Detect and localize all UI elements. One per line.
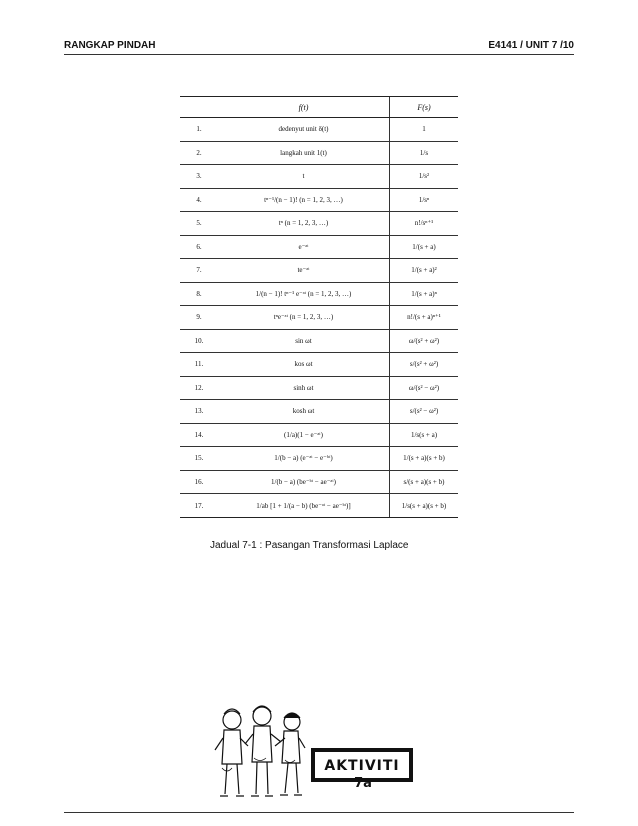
row-number: 5. bbox=[180, 212, 218, 236]
row-time-function: 1/(b − a) (e⁻ᵃᵗ − e⁻ᵇᵗ) bbox=[218, 447, 390, 471]
row-number: 12. bbox=[180, 376, 218, 400]
row-number: 9. bbox=[180, 306, 218, 330]
table-row bbox=[180, 235, 458, 259]
row-time-function: sin ωt bbox=[218, 329, 390, 353]
row-laplace-transform: s/(s² + ω²) bbox=[390, 353, 459, 377]
row-number: 1. bbox=[180, 118, 218, 142]
row-time-function: t bbox=[218, 165, 390, 189]
row-laplace-transform: 1/s² bbox=[390, 165, 459, 189]
activity-label: AKTIVITI bbox=[324, 758, 400, 774]
table-body bbox=[180, 118, 458, 518]
table-row bbox=[180, 353, 458, 377]
row-number: 3. bbox=[180, 165, 218, 189]
table-row bbox=[180, 494, 458, 518]
row-laplace-transform: 1/(s + a)² bbox=[390, 259, 459, 283]
table-row bbox=[180, 447, 458, 471]
row-time-function: e⁻ᵃᵗ bbox=[218, 235, 390, 259]
header-unit-ref: E4141 / UNIT 7 /10 bbox=[488, 40, 574, 51]
table-row bbox=[180, 188, 458, 212]
row-laplace-transform: ω/(s² − ω²) bbox=[390, 376, 459, 400]
row-laplace-transform: 1/s bbox=[390, 141, 459, 165]
row-time-function: tⁿ (n = 1, 2, 3, …) bbox=[218, 212, 390, 236]
laplace-table bbox=[180, 96, 458, 518]
row-number: 17. bbox=[180, 494, 218, 518]
row-time-function: (1/a)(1 − e⁻ᵃᵗ) bbox=[218, 423, 390, 447]
activity-number: 7a bbox=[354, 776, 372, 791]
row-laplace-transform: n!/sⁿ⁺¹ bbox=[390, 212, 459, 236]
row-number: 16. bbox=[180, 470, 218, 494]
row-time-function: dedenyut unit δ(t) bbox=[218, 118, 390, 142]
row-time-function: langkah unit 1(t) bbox=[218, 141, 390, 165]
row-number: 13. bbox=[180, 400, 218, 424]
row-laplace-transform: s/(s + a)(s + b) bbox=[390, 470, 459, 494]
row-laplace-transform: 1 bbox=[390, 118, 459, 142]
children-illustration bbox=[212, 698, 312, 810]
page-header bbox=[64, 40, 574, 54]
header-F-of-s: F(s) bbox=[390, 97, 459, 118]
row-number: 8. bbox=[180, 282, 218, 306]
row-time-function: kosh ωt bbox=[218, 400, 390, 424]
table-row bbox=[180, 470, 458, 494]
table-caption: Jadual 7-1 : Pasangan Transformasi Laplace bbox=[210, 540, 409, 551]
row-number: 4. bbox=[180, 188, 218, 212]
row-number: 11. bbox=[180, 353, 218, 377]
table-row bbox=[180, 282, 458, 306]
row-number: 6. bbox=[180, 235, 218, 259]
header-number bbox=[180, 97, 218, 118]
row-time-function: sinh ωt bbox=[218, 376, 390, 400]
row-number: 15. bbox=[180, 447, 218, 471]
table-header-row bbox=[180, 97, 458, 118]
row-number: 2. bbox=[180, 141, 218, 165]
row-laplace-transform: n!/(s + a)ⁿ⁺¹ bbox=[390, 306, 459, 330]
row-time-function: 1/ab [1 + 1/(a − b) (be⁻ᵃᵗ − ae⁻ᵇᵗ)] bbox=[218, 494, 390, 518]
table-row bbox=[180, 306, 458, 330]
row-laplace-transform: 1/(s + a)ⁿ bbox=[390, 282, 459, 306]
row-laplace-transform: 1/s(s + a)(s + b) bbox=[390, 494, 459, 518]
table-row bbox=[180, 212, 458, 236]
header-divider bbox=[64, 54, 574, 55]
table-row bbox=[180, 400, 458, 424]
table-row bbox=[180, 259, 458, 283]
row-number: 7. bbox=[180, 259, 218, 283]
header-f-of-t: f(t) bbox=[218, 97, 390, 118]
row-time-function: te⁻ᵃᵗ bbox=[218, 259, 390, 283]
table-row bbox=[180, 423, 458, 447]
row-laplace-transform: s/(s² − ω²) bbox=[390, 400, 459, 424]
row-laplace-transform: 1/(s + a) bbox=[390, 235, 459, 259]
table-row bbox=[180, 165, 458, 189]
row-time-function: 1/(n − 1)! tⁿ⁻¹ e⁻ᵃᵗ (n = 1, 2, 3, …) bbox=[218, 282, 390, 306]
table-row bbox=[180, 118, 458, 142]
row-laplace-transform: 1/(s + a)(s + b) bbox=[390, 447, 459, 471]
footer-divider bbox=[64, 812, 574, 813]
row-time-function: tⁿ⁻¹/(n − 1)! (n = 1, 2, 3, …) bbox=[218, 188, 390, 212]
row-time-function: kos ωt bbox=[218, 353, 390, 377]
table-row bbox=[180, 141, 458, 165]
row-laplace-transform: 1/s(s + a) bbox=[390, 423, 459, 447]
row-time-function: 1/(b − a) (be⁻ᵇᵗ − ae⁻ᵃᵗ) bbox=[218, 470, 390, 494]
table-row bbox=[180, 329, 458, 353]
row-time-function: tⁿe⁻ᵃᵗ (n = 1, 2, 3, …) bbox=[218, 306, 390, 330]
row-laplace-transform: ω/(s² + ω²) bbox=[390, 329, 459, 353]
table-row bbox=[180, 376, 458, 400]
header-title: RANGKAP PINDAH bbox=[64, 40, 156, 51]
row-number: 10. bbox=[180, 329, 218, 353]
row-number: 14. bbox=[180, 423, 218, 447]
row-laplace-transform: 1/sⁿ bbox=[390, 188, 459, 212]
